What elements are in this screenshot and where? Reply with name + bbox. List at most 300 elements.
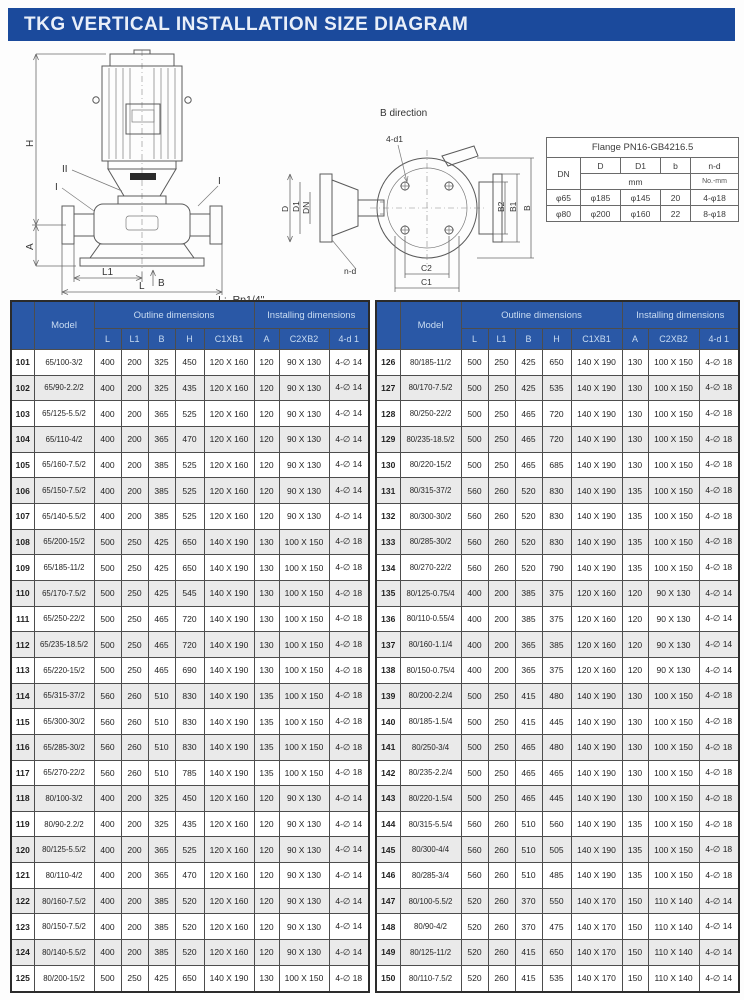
table-row (376, 529, 739, 555)
cell: 4-∅ 14 (699, 914, 739, 940)
cell: 100 X 150 (648, 375, 699, 401)
dim-label-h: H (25, 139, 36, 147)
cell: 80/200-15/2 (34, 965, 94, 992)
cell: 120 (254, 888, 279, 914)
table-row (11, 426, 369, 452)
cell: 500 (461, 734, 488, 760)
cell: 260 (488, 811, 515, 837)
table-row (11, 786, 369, 812)
cell: 560 (461, 863, 488, 889)
cell: 525 (175, 478, 204, 504)
table-row (11, 965, 369, 992)
cell: 500 (94, 606, 121, 632)
cell: 325 (148, 811, 175, 837)
cell: 90 X 130 (279, 888, 329, 914)
cell: 80/300-30/2 (400, 503, 461, 529)
cell: 465 (148, 632, 175, 658)
flange-col-dn: DN (547, 158, 581, 190)
cell: 100 X 150 (648, 555, 699, 581)
cell: 720 (542, 401, 571, 427)
cell: 150 (622, 940, 648, 966)
cell: 4-∅ 14 (329, 426, 369, 452)
cell: 131 (376, 478, 400, 504)
cell: 500 (461, 709, 488, 735)
col-group-installing-left: Installing dimensions (254, 301, 369, 329)
cell: 260 (488, 837, 515, 863)
col-group-outline-right: Outline dimensions (461, 301, 622, 329)
cell: 100 X 150 (648, 734, 699, 760)
flange-col-d: D (581, 158, 621, 174)
cell: 250 (488, 426, 515, 452)
table-row (376, 632, 739, 658)
cell: 140 X 190 (571, 734, 622, 760)
cell: 120 X 160 (204, 914, 254, 940)
col-header-a-left: A (254, 329, 279, 350)
cell: 80/150-0.75/4 (400, 657, 461, 683)
cell: 80/220-1.5/4 (400, 786, 461, 812)
dim-label-l1: L1 (102, 267, 114, 278)
cell: 260 (488, 478, 515, 504)
cell: 560 (542, 811, 571, 837)
col-header-model-left: Model (34, 301, 94, 350)
cell: 80/90-4/2 (400, 914, 461, 940)
cell: 139 (376, 683, 400, 709)
cell: 80/185-11/2 (400, 350, 461, 376)
cell: 200 (121, 863, 148, 889)
table-row (376, 940, 739, 966)
cell: 415 (515, 709, 542, 735)
cell: 465 (515, 401, 542, 427)
cell: 120 (254, 914, 279, 940)
cell: 4-∅ 14 (699, 940, 739, 966)
cell: 465 (148, 606, 175, 632)
col-header-l1-right: L1 (488, 329, 515, 350)
cell: 65/185-11/2 (34, 555, 94, 581)
cell: 120 (11, 837, 34, 863)
cell: 112 (11, 632, 34, 658)
cell: 149 (376, 940, 400, 966)
cell: 500 (461, 350, 488, 376)
cell: 200 (121, 401, 148, 427)
cell: φ185 (581, 190, 621, 206)
cell: 435 (175, 811, 204, 837)
cell: 120 X 160 (204, 503, 254, 529)
col-header-h-left: H (175, 329, 204, 350)
cell: 140 X 190 (204, 632, 254, 658)
cell: 140 X 190 (571, 503, 622, 529)
cell: 141 (376, 734, 400, 760)
table-row (11, 555, 369, 581)
cell: 325 (148, 375, 175, 401)
cell: 140 X 190 (204, 709, 254, 735)
cell: 250 (488, 734, 515, 760)
table-row (11, 837, 369, 863)
cell: 4-∅ 14 (329, 863, 369, 889)
cell: 90 X 130 (648, 580, 699, 606)
cell: 140 X 190 (204, 657, 254, 683)
cell: 4-∅ 18 (699, 375, 739, 401)
cell: 4-∅ 18 (329, 632, 369, 658)
size-table-right (375, 300, 740, 993)
cell: 375 (542, 657, 571, 683)
table-row (11, 375, 369, 401)
cell: 20 (661, 190, 691, 206)
cell: 120 X 160 (204, 863, 254, 889)
table-row (11, 888, 369, 914)
cell: 260 (121, 760, 148, 786)
col-header-4d1-right: 4-d 1 (699, 329, 739, 350)
cell: 146 (376, 863, 400, 889)
cell: 560 (461, 478, 488, 504)
cell: 80/315-5.5/4 (400, 811, 461, 837)
cell: 135 (622, 529, 648, 555)
cell: 130 (622, 375, 648, 401)
cell: 4-∅ 14 (329, 837, 369, 863)
cell: 4-∅ 18 (329, 606, 369, 632)
cell: φ200 (581, 206, 621, 222)
cell: 90 X 130 (279, 863, 329, 889)
cell: 130 (376, 452, 400, 478)
cell: 130 (254, 965, 279, 992)
cell: 520 (175, 940, 204, 966)
table-row (376, 888, 739, 914)
cell: 120 X 160 (571, 657, 622, 683)
cell: 4-∅ 18 (699, 811, 739, 837)
cell: 118 (11, 786, 34, 812)
size-table-left (10, 300, 370, 993)
dim-label-c2: C2 (421, 263, 432, 273)
cell: 560 (461, 529, 488, 555)
cell: 560 (94, 683, 121, 709)
cell: 120 X 160 (204, 786, 254, 812)
cell: 140 X 190 (571, 837, 622, 863)
table-row (11, 683, 369, 709)
col-header-a-right: A (622, 329, 648, 350)
cell: 4-∅ 18 (699, 503, 739, 529)
cell: 365 (148, 426, 175, 452)
cell: 135 (622, 811, 648, 837)
cell: 385 (148, 888, 175, 914)
cell: 100 X 150 (648, 401, 699, 427)
cell: 650 (542, 350, 571, 376)
col-header-4d1-left: 4-d 1 (329, 329, 369, 350)
cell: 120 (254, 786, 279, 812)
cell: 130 (622, 734, 648, 760)
cell: 136 (376, 606, 400, 632)
cell: 4-∅ 18 (699, 426, 739, 452)
cell: 500 (461, 760, 488, 786)
cell: 120 (254, 863, 279, 889)
cell: 250 (488, 350, 515, 376)
cell: 260 (121, 734, 148, 760)
cell: 120 X 160 (571, 632, 622, 658)
cell: 120 X 160 (204, 940, 254, 966)
cell: 100 X 150 (648, 709, 699, 735)
cell: 90 X 130 (279, 350, 329, 376)
table-row (376, 452, 739, 478)
cell: 101 (11, 350, 34, 376)
table-row (376, 914, 739, 940)
cell: 370 (515, 888, 542, 914)
cell: 200 (121, 426, 148, 452)
cell: 500 (94, 965, 121, 992)
cell: 120 X 160 (571, 580, 622, 606)
dim-label-d1: D1 (291, 201, 301, 212)
cell: 22 (661, 206, 691, 222)
cell: 470 (175, 863, 204, 889)
cell: 140 X 190 (204, 580, 254, 606)
cell: 560 (94, 760, 121, 786)
cell: 4-∅ 18 (329, 965, 369, 992)
cell: 500 (94, 632, 121, 658)
cell: 480 (542, 683, 571, 709)
cell: 4-∅ 18 (699, 709, 739, 735)
table-row (547, 190, 739, 206)
cell: 100 X 150 (648, 811, 699, 837)
cell: 325 (148, 350, 175, 376)
cell: 200 (121, 888, 148, 914)
table-row (376, 863, 739, 889)
cell: 4-∅ 14 (329, 888, 369, 914)
cell: 100 X 150 (279, 632, 329, 658)
cell: 80/160-1.1/4 (400, 632, 461, 658)
cell: 65/250-22/2 (34, 606, 94, 632)
cell: 260 (488, 503, 515, 529)
cell: 400 (94, 811, 121, 837)
cell: 250 (488, 683, 515, 709)
cell: 200 (121, 786, 148, 812)
cell: 560 (461, 503, 488, 529)
cell: 520 (515, 529, 542, 555)
cell: 120 (622, 580, 648, 606)
cell: 80/110-7.5/2 (400, 965, 461, 992)
cell: 510 (148, 734, 175, 760)
dim-label-d: D (280, 205, 290, 212)
cell: 650 (175, 555, 204, 581)
flange-col-d1: D1 (621, 158, 661, 174)
cell: 400 (94, 940, 121, 966)
table-row (376, 555, 739, 581)
bolt-count-label: 4-d1 (386, 134, 404, 144)
table-row (376, 786, 739, 812)
dim-label-c1: C1 (421, 277, 432, 287)
cell: 520 (515, 555, 542, 581)
cell: 400 (94, 914, 121, 940)
cell: 130 (622, 401, 648, 427)
cell: 365 (515, 657, 542, 683)
cell: 140 X 190 (571, 401, 622, 427)
cell: 425 (148, 580, 175, 606)
cell: 4-∅ 18 (699, 529, 739, 555)
cell: 260 (488, 555, 515, 581)
cell: 425 (148, 529, 175, 555)
cell: 450 (175, 786, 204, 812)
table-row (376, 657, 739, 683)
cell: 120 (254, 426, 279, 452)
cell: 120 (622, 632, 648, 658)
table-row (547, 206, 739, 222)
cell: 140 X 190 (204, 965, 254, 992)
cell: 140 X 190 (204, 734, 254, 760)
cell: 130 (622, 709, 648, 735)
cell: 130 (622, 786, 648, 812)
table-row (11, 914, 369, 940)
cell: 130 (254, 657, 279, 683)
cell: 500 (94, 580, 121, 606)
cell: 560 (461, 837, 488, 863)
cell: 130 (254, 580, 279, 606)
table-row (11, 863, 369, 889)
dim-label-b: B (522, 205, 532, 211)
cell: 80/125-0.75/4 (400, 580, 461, 606)
cell: 4-∅ 14 (329, 940, 369, 966)
cell: 100 X 150 (648, 863, 699, 889)
cell: 4-∅ 14 (329, 401, 369, 427)
cell: 4-∅ 18 (699, 760, 739, 786)
cell: 122 (11, 888, 34, 914)
cell: 140 X 190 (571, 863, 622, 889)
cell: 200 (121, 811, 148, 837)
cell: 130 (254, 606, 279, 632)
cell: 140 X 190 (571, 529, 622, 555)
table-row (376, 580, 739, 606)
port-label-i-right: I (218, 176, 221, 187)
cell: 123 (11, 914, 34, 940)
cell: 80/170-7.5/2 (400, 375, 461, 401)
cell: 100 X 150 (279, 580, 329, 606)
cell: 80/270-22/2 (400, 555, 461, 581)
cell: 124 (11, 940, 34, 966)
cell: 385 (148, 452, 175, 478)
cell: 500 (461, 426, 488, 452)
cell: 120 (254, 375, 279, 401)
cell: 400 (94, 375, 121, 401)
cell: 200 (121, 940, 148, 966)
cell: 90 X 130 (279, 478, 329, 504)
cell: 4-∅ 18 (699, 401, 739, 427)
cell: 510 (515, 863, 542, 889)
cell: 385 (148, 914, 175, 940)
cell: 90 X 130 (279, 786, 329, 812)
cell: 120 X 160 (204, 350, 254, 376)
cell: 260 (488, 914, 515, 940)
cell: 125 (11, 965, 34, 992)
col-header-c2xb2-right: C2XB2 (648, 329, 699, 350)
cell: φ65 (547, 190, 581, 206)
cell: 465 (515, 426, 542, 452)
cell: 106 (11, 478, 34, 504)
cell: 135 (622, 863, 648, 889)
cell: 130 (622, 452, 648, 478)
cell: 525 (175, 503, 204, 529)
cell: 560 (94, 734, 121, 760)
table-row (376, 503, 739, 529)
cell: 435 (175, 375, 204, 401)
cell: 65/235-18.5/2 (34, 632, 94, 658)
cell: 4-∅ 18 (699, 734, 739, 760)
cell: 510 (515, 811, 542, 837)
cell: 520 (461, 914, 488, 940)
cell: 4-∅ 18 (329, 760, 369, 786)
table-row (11, 734, 369, 760)
cell: 135 (622, 503, 648, 529)
cell: 830 (175, 683, 204, 709)
cell: 65/125-5.5/2 (34, 401, 94, 427)
cell: 140 X 190 (571, 786, 622, 812)
cell: 425 (148, 965, 175, 992)
cell: 425 (148, 555, 175, 581)
cell: 80/200-2.2/4 (400, 683, 461, 709)
col-header-h-right: H (542, 329, 571, 350)
table-row (376, 837, 739, 863)
cell: 113 (11, 657, 34, 683)
cell: 140 X 170 (571, 914, 622, 940)
table-row (11, 760, 369, 786)
cell: 100 X 150 (648, 683, 699, 709)
table-row (11, 478, 369, 504)
cell: 65/200-15/2 (34, 529, 94, 555)
cell: 65/110-4/2 (34, 426, 94, 452)
cell: 4-∅ 14 (699, 965, 739, 992)
dim-label-a: A (25, 243, 36, 250)
table-row (11, 811, 369, 837)
col-header-l-right: L (461, 329, 488, 350)
cell: 400 (94, 478, 121, 504)
cell: 260 (488, 529, 515, 555)
table-row (11, 401, 369, 427)
cell: 140 X 190 (204, 606, 254, 632)
dim-label-dn: DN (301, 201, 311, 214)
cell: 415 (515, 965, 542, 992)
cell: 560 (461, 555, 488, 581)
cell: 65/100-3/2 (34, 350, 94, 376)
cell: 385 (148, 503, 175, 529)
cell: 90 X 130 (279, 452, 329, 478)
cell: 400 (461, 657, 488, 683)
cell: 415 (515, 940, 542, 966)
cell: 250 (488, 760, 515, 786)
cell: 520 (461, 940, 488, 966)
cell: 90 X 130 (648, 606, 699, 632)
cell: 200 (121, 452, 148, 478)
cell: 140 X 170 (571, 965, 622, 992)
cell: 100 X 150 (279, 555, 329, 581)
cell: 100 X 150 (648, 426, 699, 452)
cell: 100 X 150 (648, 837, 699, 863)
cell: 80/300-4/4 (400, 837, 461, 863)
size-tables (10, 300, 736, 993)
cell: 720 (175, 606, 204, 632)
cell: 100 X 150 (279, 683, 329, 709)
cell: 140 (376, 709, 400, 735)
cell: 117 (11, 760, 34, 786)
cell: 130 (622, 426, 648, 452)
cell: 8-φ18 (691, 206, 739, 222)
cell: 4-∅ 18 (699, 863, 739, 889)
table-row (376, 375, 739, 401)
cell: 150 (622, 965, 648, 992)
cell: 130 (254, 555, 279, 581)
cell: 500 (461, 452, 488, 478)
cell: 4-∅ 14 (329, 503, 369, 529)
cell: 500 (94, 657, 121, 683)
cell: 140 X 170 (571, 888, 622, 914)
col-header-c2xb2-left: C2XB2 (279, 329, 329, 350)
cell: 90 X 130 (279, 914, 329, 940)
cell: φ80 (547, 206, 581, 222)
cell: 80/100-3/2 (34, 786, 94, 812)
cell: 200 (121, 837, 148, 863)
